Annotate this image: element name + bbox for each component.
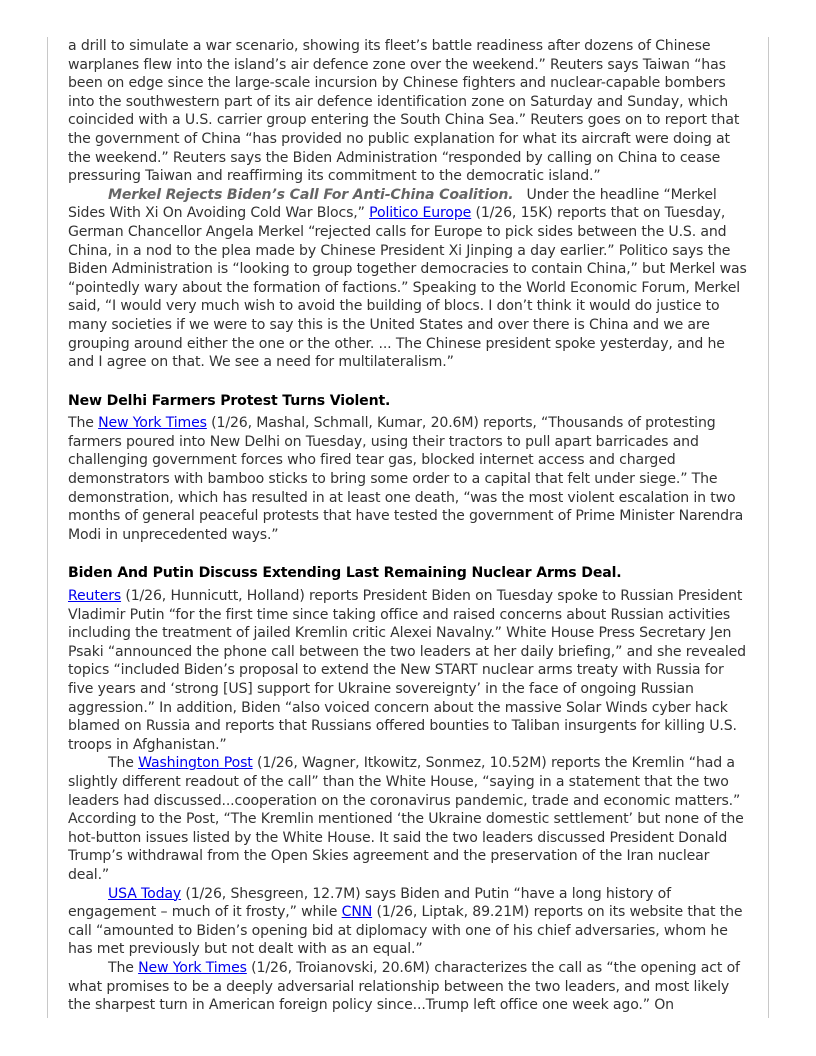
paragraph-reuters: Reuters (1/26, Hunnicutt, Holland) reports President Biden on Tuesday spoke to Russian President Vladimir Putin “for the first time since taking office and raised concerns about Russian activities including the treatment of jailed Kremlin critic Alexei Navalny.” White House Press Secretary Jen Psaki “announced the phone call between the two leaders at her daily briefing,” and she revealed topics “included Biden’s proposal to extend the New START nuclear arms treaty with Russia for five years and ‘strong [US] support for Ukraine sovereignty’ in the face of ongoing Russian aggression.” In addition, Biden “also voiced concern about the massive Solar Winds cyber hack blamed on Russia and reports that Russians offered bounties to Taliban insurgents for killing U.S. troops in Afghanistan.” — [68, 588, 746, 753]
document-body — [68, 37, 752, 1015]
paragraph-merkel: Merkel Rejects Biden’s Call For Anti-China Coalition. Under the headline “Merkel Sides With Xi On Avoiding Cold War Blocs,” Politico Europe (1/26, 15K) reports that on Tuesday, German Chancellor Angela Merkel “rejected calls for Europe to pick sides between the U.S. and China, in a nod to the plea made by Chinese President Xi Jinping a day earlier.” Politico says the Biden Administration is “looking to group together democracies to contain China,” but Merkel was “pointedly wary about the formation of factions.” Speaking to the World Economic Forum, Merkel said, “I would very much wish to avoid the building of blocs. I don’t think it would do justice to many societies if we were to say this is the United States and over there is China and we are grouping around either the one or the other. ... The Chinese president spoke yesterday, and he and I agree on that. We see a need for multilateralism.” — [68, 186, 747, 371]
paragraph-washington-post: The Washington Post (1/26, Wagner, Itkowitz, Sonmez, 10.52M) reports the Kremlin “had a slightly different readout of the call” than the White House, “saying in a statement that the two leaders had discussed...cooperation on the coronavirus pandemic, trade and economic matters.” According to the Post, “The Kremlin mentioned ‘the Ukraine domestic settlement’ but none of the hot-button issues listed by the White House. It said the two leaders discussed President Donald Trump’s withdrawal from the Open Skies agreement and the preservation of the Iran nuclear deal.” — [68, 755, 744, 883]
link-new-york-times-2[interactable]: New York Times — [138, 959, 247, 976]
inline-heading-merkel: Merkel Rejects Biden’s Call For Anti-China Coalition. — [108, 186, 514, 203]
paragraph-new-delhi: The New York Times (1/26, Mashal, Schmall, Kumar, 20.6M) reports, “Thousands of protesting farmers poured into New Delhi on Tuesday, using their tractors to pull apart barricades and challenging government forces who fired tear gas, blocked internet access and charged demonstrators with bamboo sticks to bring some order to a capital that felt under siege.” The demonstration, which has resulted in at least one death, “was the most violent escalation in two months of general peaceful protests that have tested the government of Prime Minister Narendra Modi in unprecedented ways.” — [68, 415, 744, 543]
link-cnn[interactable]: CNN — [341, 904, 373, 921]
section-heading-biden-putin: Biden And Putin Discuss Extending Last Remaining Nuclear Arms Deal. — [68, 565, 622, 582]
paragraph-usa-today-cnn: USA Today (1/26, Shesgreen, 12.7M) says Biden and Putin “have a long history of engagement – much of it frosty,” while CNN (1/26, Liptak, 89.21M) reports on its website that the call “amounted to Biden’s opening bid at diplomacy with one of his chief adversaries, whom he has met previously but not dealt with as an equal.” — [68, 885, 743, 958]
section-heading-new-delhi: New Delhi Farmers Protest Turns Violent. — [68, 392, 391, 409]
link-new-york-times[interactable]: New York Times — [98, 415, 207, 432]
link-politico-europe[interactable]: Politico Europe — [369, 205, 472, 222]
link-reuters[interactable]: Reuters — [68, 588, 122, 605]
paragraph-new-york-times-troianovski: The New York Times (1/26, Troianovski, 20.6M) characterizes the call as “the opening act of what promises to be a deeply adversarial relationship between the two leaders, and most likely the sharpest turn in American foreign policy since...Trump left office one week ago.” On — [68, 959, 740, 1014]
paragraph-taiwan-continued: a drill to simulate a war scenario, showing its fleet’s battle readiness after dozens of Chinese warplanes flew into the island’s air defence zone over the weekend.” Reuters says Taiwan “has been on edge since the large-scale incursion by Chinese fighters and nuclear-capable bombers into the southwestern part of its air defence identification zone on Saturday and Sunday, which coincided with a U.S. carrier group entering the South China Sea.” Reuters goes on to report that the government of China “has provided no public explanation for what its aircraft were doing at the weekend.” Reuters says the Biden Administration “responded by calling on China to cease pressuring Taiwan and reaffirming its commitment to the democratic island.” — [68, 38, 740, 185]
link-usa-today[interactable]: USA Today — [108, 885, 182, 902]
link-washington-post[interactable]: Washington Post — [138, 755, 253, 772]
